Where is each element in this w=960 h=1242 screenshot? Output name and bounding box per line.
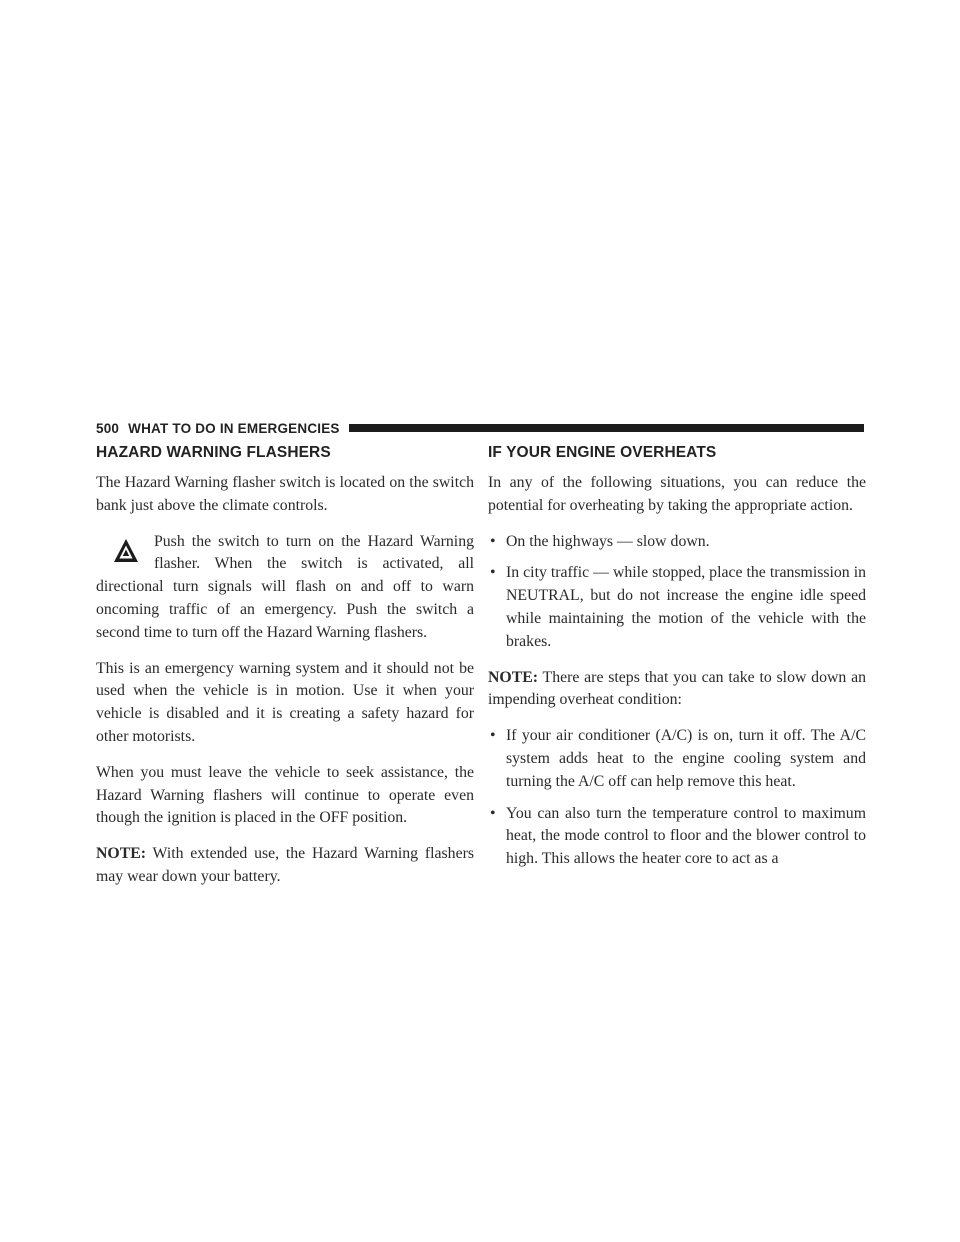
hazard-note [96,843,474,889]
hazard-usage-paragraph: This is an emergency warning system and it should not be used when the vehicle is in motion. Use it when your vehicle is disabled and it is creating a safety hazard for other motorists. [96,659,474,745]
list-item: • In city traffic — while stopped, place the transmission in NEUTRAL, but do not increase the engine idle speed while maintaining the motion of the vehicle with the brakes. [490,564,866,650]
list-item: • You can also turn the temperature control to maximum heat, the mode control to floor and the blower control to high. This allows the heater core to act as a [490,804,866,868]
overheat-heading: IF YOUR ENGINE OVERHEATS [488,444,717,461]
hazard-location-paragraph: The Hazard Warning flasher switch is located on the switch bank just above the climate controls. [96,474,474,514]
page-number: 500 [96,420,120,436]
overheat-intro-paragraph: In any of the following situations, you can reduce the potential for overheating by taking the appropriate action. [488,474,866,514]
note-label: NOTE: [488,668,539,686]
hazard-flashers-heading: HAZARD WARNING FLASHERS [96,444,331,461]
section-name: WHAT TO DO IN EMERGENCIES [128,420,340,436]
overheat-situations-list [488,531,866,654]
page-header [96,418,864,438]
hazard-leave-vehicle-paragraph: When you must leave the vehicle to seek assistance, the Hazard Warning flashers will continue to operate even though the ignition is placed in the OFF position. [96,763,474,827]
list-item: • If your air conditioner (A/C) is on, turn it off. The A/C system adds heat to the engine cooling system and turning the A/C off can help remove this heat. [490,727,866,790]
hazard-switch-block [96,531,474,645]
overheat-note [488,667,866,713]
note-text: There are steps that you can take to slow down an impending overheat condition: [488,668,866,709]
header-rule [349,424,864,432]
note-text: With extended use, the Hazard Warning flashers may wear down your battery. [96,845,474,885]
list-item: • On the highways — slow down. [490,532,710,550]
left-column [96,440,474,902]
hazard-switch-paragraph: Push the switch to turn on the Hazard Warning flasher. When the switch is activated, all directional turn signals will flash on and off to warn oncoming traffic of an emergency. Push the switch a second time to turn off the Hazard Warning flashers. [96,532,474,641]
hazard-warning-icon [112,537,140,565]
overheat-steps-list [488,725,866,871]
note-label: NOTE: [96,845,147,863]
right-column [488,440,866,884]
